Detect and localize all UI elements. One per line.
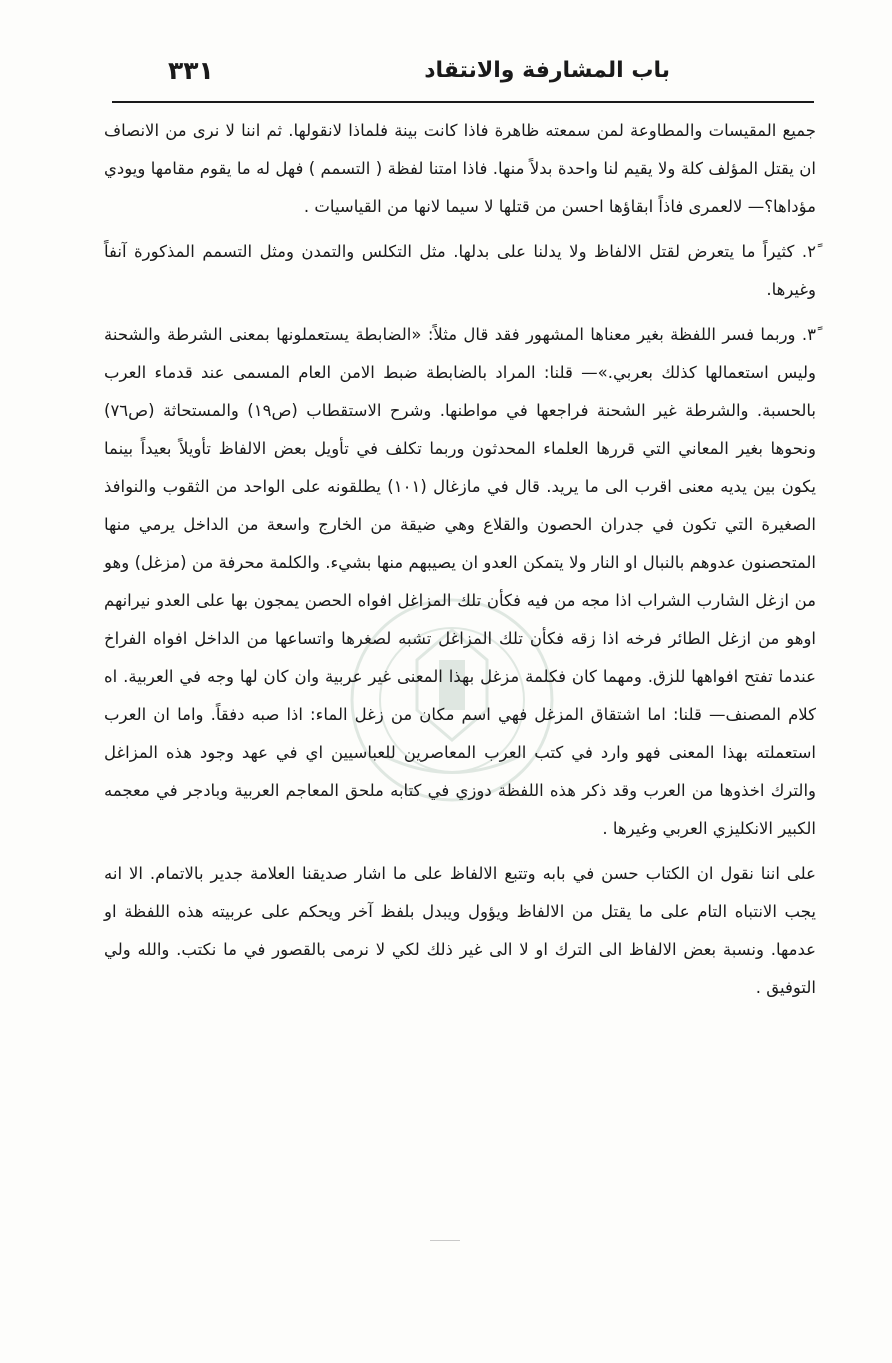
paragraph-1: جميع المقيسات والمطاوعة لمن سمعته ظاهرة فاذا كانت بينة فلماذا لانقولها. ثم اننا لا نرى من الانصاف ان يقتل المؤلف كلة ولا يقيم لنا واحدة بدلاً منها. فاذا امتنا لفظة ( التسمم ) فهل له ما يقوم مقامها ويودي مؤداها؟— لالعمرى فاذاً ابقاؤها احسن من قتلها لا سيما لانها من القياسيات . xyxy=(104,121,816,216)
page-number: ٣٣١ xyxy=(168,56,214,85)
header-rule xyxy=(112,101,814,103)
running-title: باب المشارفة والانتقاد xyxy=(424,58,670,83)
paragraph-2: ٢ً. كثيراً ما يتعرض لقتل الالفاظ ولا يدلنا على بدلها. مثل التكلس والتمدن ومثل التسمم المذكورة آنفاً وغيرها. xyxy=(104,242,816,299)
footer-mark xyxy=(430,1240,460,1241)
page-header xyxy=(100,52,820,98)
body-text xyxy=(104,112,816,1007)
paragraph-3: ٣ً. وربما فسر اللفظة بغير معناها المشهور فقد قال مثلاً: «الضابطة يستعملونها بمعنى الشرطة والشحنة وليس استعمالها كذلك بعربي.»— قلنا: المراد بالضابطة ضبط الامن العام المسمى عند قدماء العرب بالحسبة. والشرطة غير الشحنة فراجعها في مواطنها. وشرح الاستقطاب (ص١٩) والمستحاثة (ص٧٦) ونحوها بغير المعاني التي قررها العلماء المحدثون وربما تكلف في تأويل بعض الالفاظ تأويلاً بعيداً بينما يكون بين يديه معنى اقرب الى ما يريد. قال في مازغال (١٠١) يطلقونه على الواحد من الثقوب والنوافذ الصغيرة التي تكون في جدران الحصون والقلاع وهي ضيقة من الخارج واسعة من الداخل يرمي منها المتحصنون عدوهم بالنبال او النار ولا يتمكن العدو ان يصيبهم منها بشيء. والكلمة محرفة من (مزغل) وهو من ازغل الشارب الشراب اذا مجه من فيه فكأن تلك المزاغل افواه الحصن يمجون بها على العدو نيرانهم اوهو من ازغل الطائر فرخه اذا زقه فكأن تلك المزاغل تشبه لصغرها واتساعها من الداخل افواه الفراخ عندما تفتح افواهها للزق. ومهما كان فكلمة مزغل بهذا المعنى غير عربية وان كان لها وجه في العربية. اه كلام المصنف— قلنا: اما اشتقاق المزغل فهي اسم مكان من زغل الماء: اذا صبه دفقاً. واما ان العرب استعملته بهذا المعنى فهو وارد في كتب العرب المعاصرين للعباسيين اي في عهد وجود هذه المزاغل والترك اخذوها من العرب وقد ذكر هذه اللفظة دوزي في كتابه ملحق المعاجم العربية وبادجر في معجمه الكبير الانكليزي العربي وغيرها . xyxy=(104,325,816,838)
paragraph-4: على اننا نقول ان الكتاب حسن في بابه وتتبع الالفاظ على ما اشار صديقنا العلامة جدير بالاتمام. الا انه يجب الانتباه التام على ما يقتل من الالفاظ ويؤول ويبدل بلفظ آخر ويحكم على عربيته هذه اللفظة او عدمها. ونسبة بعض الالفاظ الى الترك او لا الى غير ذلك لكي لا نرمى بالقصور في ما نكتب. والله ولي التوفيق . xyxy=(104,864,816,997)
